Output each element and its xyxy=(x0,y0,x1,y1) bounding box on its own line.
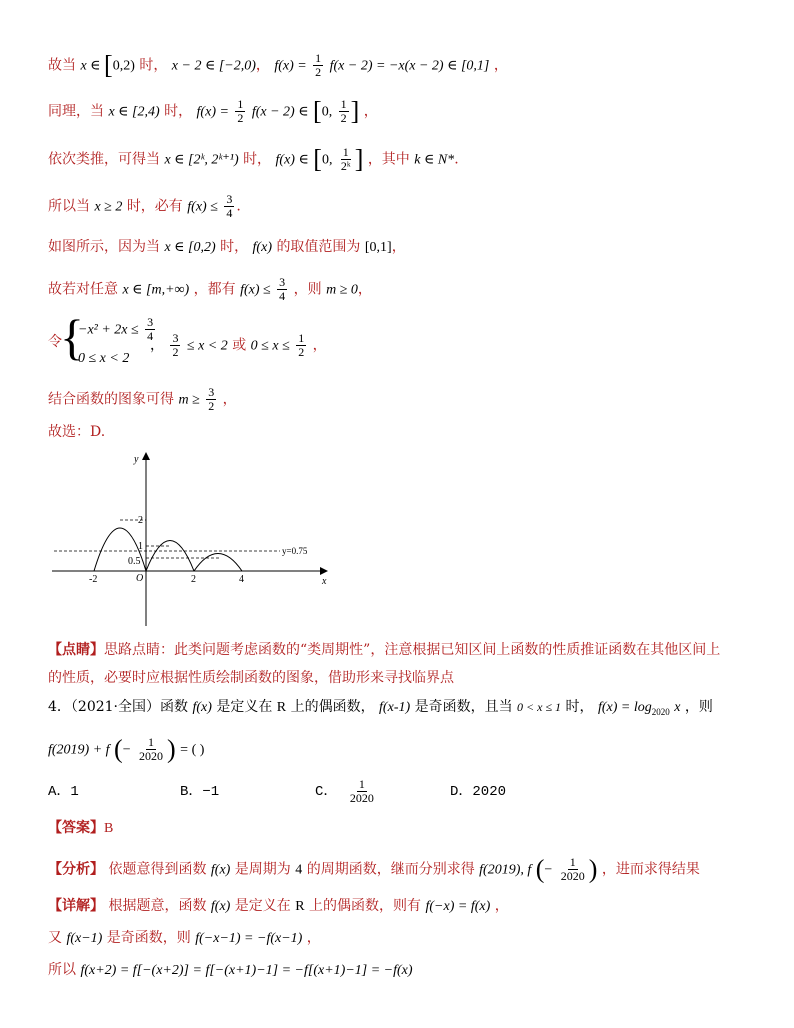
answer-line: 【答案】B xyxy=(48,820,114,836)
text: 所以当 xyxy=(48,198,90,215)
math: m ≥ xyxy=(178,392,200,408)
math: f(x) ≤ xyxy=(240,282,271,298)
math: x ∈ [2,4) xyxy=(108,104,160,120)
x-axis-arrow xyxy=(320,567,328,575)
math: x ∈ [m,+∞) xyxy=(122,282,190,298)
text: 同理，当 xyxy=(48,103,104,120)
math: f(x) = xyxy=(196,104,229,120)
interval: 0,2) xyxy=(112,58,135,74)
text: 时， xyxy=(243,151,272,168)
option-b[interactable]: B．−1 xyxy=(180,784,220,800)
math: f(x) ∈ xyxy=(275,152,309,168)
curve-segment-2 xyxy=(146,541,194,572)
math: [0,1] xyxy=(364,240,392,255)
math: m ≥ 0 xyxy=(326,282,358,298)
text: ， xyxy=(493,57,508,74)
text: ，都有 xyxy=(193,281,236,298)
math: x ∈ [2ᵏ, 2ᵏ⁺¹) xyxy=(164,152,239,168)
text: 时， xyxy=(220,239,249,255)
detail-line-2: 又 f(x−1) 是奇函数，则 f(−x−1) = −f(x−1) ， xyxy=(48,930,321,946)
text: 结合函数的图象可得 xyxy=(48,391,174,408)
y-axis-label: y xyxy=(134,454,139,465)
math: x ∈ [0,2) xyxy=(164,240,216,255)
text: ，则 xyxy=(293,281,322,298)
question-4-expr: f(2019) + f (− $\frac{1}{2020}$ ) = ( ) xyxy=(48,734,205,764)
comment-line-1: 【点睛】思路点睛：此类问题考虑函数的“类周期性”，注意根据已知区间上函数的性质推证函数在其他区间上 xyxy=(48,642,721,658)
line-1: 故当 x ∈ [0,2) 时， x − 2 ∈ [−2,0)， f(x) = $\frac{1}{2}$ f(x − 2) = −x(x − 2) ∈ [0,1] ， xyxy=(48,50,508,80)
text: ， xyxy=(363,103,378,120)
system-result: ， $\frac{3}{2}$ ≤ x < 2 或 0 ≤ x ≤ $\frac{1}{2}$ ， xyxy=(150,331,327,359)
tick-2: 2 xyxy=(191,574,196,585)
option-c[interactable]: C． $\frac{1}{2020}$ xyxy=(315,777,374,805)
origin-label: O xyxy=(136,573,144,584)
option-a[interactable]: A．1 xyxy=(48,784,79,800)
detail-line-3: 所以 f(x+2) = f[−(x+2)] = f[−(x+1)−1] = −f[(x+1)−1] = −f(x) xyxy=(48,962,413,978)
text: 故若对任意 xyxy=(48,281,118,298)
text: 的取值范围为 xyxy=(276,239,361,255)
function-graph xyxy=(48,450,338,630)
text: 时， xyxy=(139,57,168,74)
detail-line-1: 【详解】 根据题意，函数 f(x) 是定义在 R 上的偶函数，则有 f(−x) = f(x) ， xyxy=(48,898,509,914)
text: 时，必有 xyxy=(126,198,183,215)
line-5: 如图所示，因为当 x ∈ [0,2) 时， f(x) 的取值范围为 [0,1]， xyxy=(48,239,406,255)
fraction: $\frac{3}{2}$ xyxy=(208,385,215,413)
fraction: $\frac{1}{\text{2ᵏ}}$ xyxy=(340,145,351,173)
curve-segment-3 xyxy=(194,554,242,572)
tick-neg2: -2 xyxy=(89,574,98,585)
math: x ≥ 2 xyxy=(94,199,123,215)
tick-4: 4 xyxy=(239,574,244,585)
math: f(x) xyxy=(252,240,272,255)
line-3: 依次类推，可得当 x ∈ [2ᵏ, 2ᵏ⁺¹) 时， f(x) ∈ [0, $\frac{1}{\text{2ᵏ}}$ ] ，其中 k ∈ N*. xyxy=(48,144,459,174)
option-d[interactable]: D．2020 xyxy=(450,784,507,800)
line-8 xyxy=(48,386,237,413)
y-axis-arrow xyxy=(142,452,150,460)
answer-value: B xyxy=(104,821,114,836)
system-row-1: −x² + 2x ≤ $\frac{3}{4}$ xyxy=(78,315,154,343)
line-2: 同理，当 x ∈ [2,4) 时， f(x) = $\frac{1}{2}$ f(x − 2) ∈ [0, $\frac{1}{2}$ ] ， xyxy=(48,96,378,126)
text: 故当 xyxy=(48,57,76,74)
line-4: 所以当 x ≥ 2 时，必有 f(x) ≤ $\frac{3}{4}$ . xyxy=(48,192,241,220)
question-4: 4．（2021·全国）函数 f(x) 是定义在 R 上的偶函数， f(x-1) 是奇函数，且当 0 < x ≤ 1 时， $f(x) = \log_{2020} x$ ，则 xyxy=(48,699,713,717)
comment-tag: 【点睛】 xyxy=(48,642,104,658)
fraction: $\frac{1}{2}$ xyxy=(237,97,244,125)
math: f(x − 2) = −x(x − 2) ∈ [0,1] xyxy=(329,58,490,74)
text: 令 xyxy=(48,334,62,350)
math: f(x) = xyxy=(274,58,307,74)
text: 时， xyxy=(164,103,193,120)
fraction: $\frac{3}{4}$ xyxy=(226,192,233,220)
line-6: 故若对任意 x ∈ [m,+∞) ，都有 f(x) ≤ $\frac{3}{4}$ ，则 m ≥ 0， xyxy=(48,275,372,303)
y-tick-2: 2 xyxy=(138,515,143,526)
line-9: 故选：D. xyxy=(48,424,106,440)
text: 依次类推，可得当 xyxy=(48,151,160,168)
math: f(x − 2) ∈ xyxy=(251,104,309,120)
text: ，其中 xyxy=(367,151,410,168)
math: k ∈ N* xyxy=(414,152,455,168)
analysis-line: 【分析】 依题意得到函数 f(x) 是周期为 4 的周期函数，继而分别求得 f(2019), f (− $\frac{1}{2020}$ ) ，进而求得结果 xyxy=(48,854,700,884)
x-axis-label: x xyxy=(322,576,327,587)
fraction: $\frac{3}{4}$ xyxy=(279,275,286,303)
math: f(x) ≤ xyxy=(187,199,218,215)
fraction: $\frac{1}{2}$ xyxy=(315,51,322,79)
fraction: $\frac{1}{2}$ xyxy=(340,97,347,125)
system-brace: { xyxy=(60,309,84,365)
comment-line-2: 的性质，必要时应根据性质绘制函数的图象，借助形来寻找临界点 xyxy=(48,670,454,686)
y-tick-1: 1 xyxy=(138,541,143,552)
y-tick-05: 0.5 xyxy=(128,556,141,567)
text: 如图所示，因为当 xyxy=(48,239,160,255)
system-row-2: 0 ≤ x < 2 xyxy=(78,351,130,366)
math: x − 2 ∈ [−2,0) xyxy=(171,58,256,74)
line-label: y=0.75 xyxy=(282,546,308,556)
text: ， xyxy=(222,391,237,408)
